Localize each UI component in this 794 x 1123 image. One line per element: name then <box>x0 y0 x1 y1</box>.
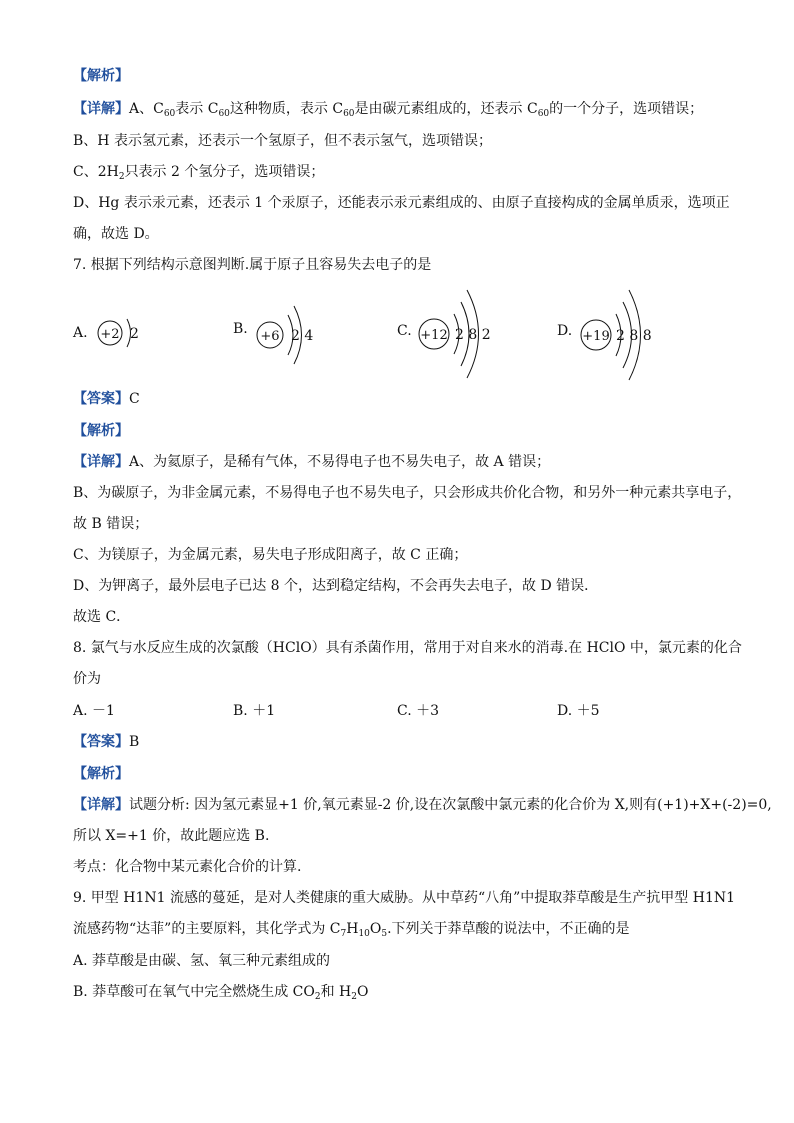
option-d-label: D. <box>557 323 573 339</box>
q6-detail-c: C、$2H_2$只表示 2 个氢分子，选项错误； <box>73 164 325 182</box>
nucleus-a: +2 <box>100 327 120 342</box>
nucleus-c: +12 <box>420 328 448 343</box>
q6-detail-b: B、H 表示氢元素，还表示一个氢原子，但不表示氢气，选项错误； <box>73 133 492 149</box>
q8-note: 考点：化合物中某元素化合价的计算. <box>73 859 302 875</box>
shells-c: 2 8 2 <box>455 327 491 343</box>
option-b-label: B. <box>233 321 248 337</box>
q7-detail-b-line1: B、为碳原子，为非金属元素，不易得电子也不易失电子，只会形成共价化合物，和另外一种元素共享电子， <box>73 485 742 501</box>
q9-stem-line1: 9. 甲型 H1N1 流感的蔓延，是对人类健康的重大威胁。从中草药“八角”中提取莽草酸是生产抗甲型 H1N1 <box>73 890 736 906</box>
q9-stem-line2: 流感药物“达菲”的主要原料，其化学式为 $C_7H_{10}O_5$.下列关于莽草酸的说法中，不正确的是 <box>73 921 630 939</box>
q9-option-b: B. 莽草酸可在氧气中完全燃烧生成 $CO_2$和 $H_2O$ <box>73 984 369 1002</box>
analysis-heading: 【解析】 <box>73 68 129 84</box>
q6-detail-a: 【详解】A、$C_{60}$表示 $C_{60}$这种物质，表示 $C_{60}$是由碳元素组成的，还表示 $C_{60}$的一个分子，选项错误； <box>73 101 704 119</box>
q7-detail-a: 【详解】A、为氦原子，是稀有气体，不易得电子也不易失电子，故 A 错误； <box>73 454 551 470</box>
q7-detail-b-line2: 故 B 错误； <box>73 516 149 532</box>
q7-detail-c: C、为镁原子，为金属元素，易失电子形成阳离子，故 C 正确； <box>73 547 468 563</box>
nucleus-d: +19 <box>582 329 610 344</box>
q7-detail-d: D、为钾离子，最外层电子已达 8 个，达到稳定结构，不会再失去电子，故 D 错误． <box>73 578 599 594</box>
q6-detail-d-line2: 确，故选 D。 <box>73 226 159 242</box>
q7-stem: 7. 根据下列结构示意图判断.属于原子且容易失去电子的是 <box>73 257 432 273</box>
atom-structure-diagrams <box>0 282 794 382</box>
option-a-label: A. <box>73 325 88 341</box>
atom-diagram-c <box>419 290 491 378</box>
shells-b: 2 4 <box>291 328 314 344</box>
atom-diagram-d <box>581 290 652 380</box>
q7-conclusion: 故选 C． <box>73 609 131 625</box>
atom-diagram-a <box>98 319 139 347</box>
q7-analysis-heading: 【解析】 <box>73 423 129 439</box>
q8-option-a: A. －1 <box>73 703 115 719</box>
q9-option-a: A. 莽草酸是由碳、氢、氧三种元素组成的 <box>73 953 331 969</box>
q8-option-c: C. ＋3 <box>397 703 440 719</box>
q8-detail-line2: 所以 X=+1 价，故此题应选 B. <box>73 828 270 844</box>
q8-answer: 【答案】B <box>73 734 140 750</box>
option-c-label: C. <box>397 323 412 339</box>
shells-d: 2 8 8 <box>616 328 652 344</box>
q8-option-d: D. ＋5 <box>557 703 600 719</box>
q8-stem-line1: 8. 氯气与水反应生成的次氯酸（HClO）具有杀菌作用，常用于对自来水的消毒.在 HClO 中，氯元素的化合 <box>73 640 742 656</box>
q8-detail-line1: 【详解】试题分析: 因为氢元素显+1 价,氧元素显-2 价,设在次氯酸中氯元素的化合价为 X,则有(+1)+X+(-2)=0, <box>73 797 772 813</box>
q8-stem-line2: 价为 <box>73 671 101 687</box>
shells-a: 2 <box>130 326 139 342</box>
atom-diagram-b <box>257 306 313 364</box>
q8-option-b: B. ＋1 <box>233 703 276 719</box>
q6-detail-d-line1: D、Hg 表示汞元素，还表示 1 个汞原子，还能表示汞元素组成的、由原子直接构成的金属单质汞，选项正 <box>73 195 730 211</box>
q8-analysis-heading: 【解析】 <box>73 766 129 782</box>
q7-answer: 【答案】C <box>73 391 140 407</box>
nucleus-b: +6 <box>260 329 280 344</box>
